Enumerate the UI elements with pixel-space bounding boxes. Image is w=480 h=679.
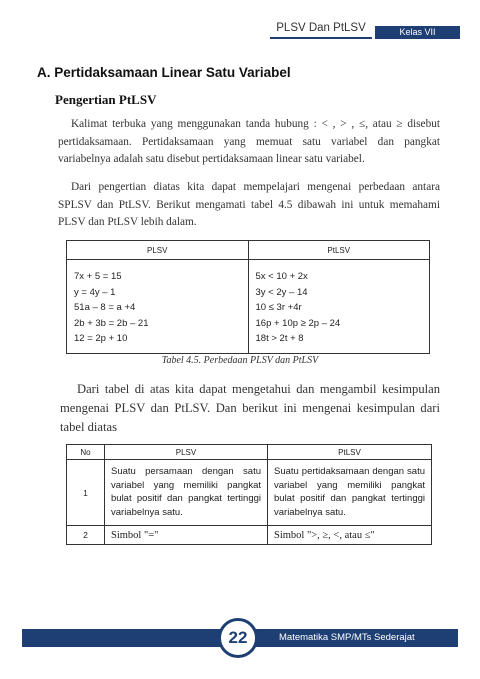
paragraph-1-block [58,116,440,169]
table2-header-ptlsv: PtLSV [268,445,432,460]
table1-ptlsv-item: 3y < 2y – 14 [255,286,308,298]
table1-ptlsv-item: 18t > 2t + 8 [255,333,304,344]
table1-header-ptlsv: PtLSV [248,241,430,260]
table1-ptlsv-item: 16p + 10p ≥ 2p – 24 [255,317,341,329]
table1-header-plsv: PLSV [67,241,249,260]
comparison-table [66,240,430,354]
table1-plsv-item: 2b + 3b = 2b – 21 [74,317,149,329]
paragraph-3-block [60,380,440,437]
paragraph-1: Kalimat terbuka yang menggunakan tanda hubung : < , > , ≤, atau ≥ disebut pertidaksamaan. Pertidaksamaan yang memuat satu variabel dan pangkat variabelnya adalah satu disebut pertidaksamaan linear satu variabel. [58,118,440,165]
table1-plsv-cell [67,260,249,354]
table1-plsv-item: 12 = 2p + 10 [74,333,128,344]
ptlsv-symbol: Simbol ">, ≥, <, atau ≤" [268,526,432,545]
header-tab: Kelas VII [375,26,460,39]
subtitle: Pengertian PtLSV [55,92,157,107]
header-underline [270,37,372,39]
table1-plsv-item: 7x + 5 = 15 [74,271,122,282]
table2-header-plsv: PLSV [105,445,268,460]
table-row [67,460,432,526]
row-number: 1 [67,460,105,526]
table1-ptlsv-cell [248,260,430,354]
header-title: PLSV Dan PtLSV [276,22,366,34]
conclusion-table [66,444,432,545]
table-row [67,526,432,545]
table1-ptlsv-item: 5x < 10 + 2x [255,271,308,282]
ptlsv-definition: Suatu pertidaksamaan dengan satu variabel yang memiliki pangkat bulat positif dan pangkat tertinggi variabelnya satu. [268,460,432,526]
plsv-definition: Suatu persamaan dengan satu variabel yang memiliki pangkat bulat positif dan pangkat tertinggi variabelnya satu. [105,460,268,526]
table1-ptlsv-item: 10 ≤ 3r +4r [255,302,302,313]
section-title: A. Pertidaksamaan Linear Satu Variabel [37,65,291,80]
table1-plsv-item: 51a – 8 = a +4 [74,302,136,313]
table2-header-no: No [67,445,105,460]
paragraph-2-block [58,179,440,232]
page-number: 22 [218,618,258,658]
footer-text: Matematika SMP/MTs Sederajat [279,632,415,643]
table-caption: Tabel 4.5. Perbedaan PLSV dan PtLSV [161,355,319,366]
plsv-symbol: Simbol "=" [105,526,268,545]
row-number: 2 [67,526,105,545]
paragraph-2: Dari pengertian diatas kita dapat mempelajari mengenai perbedaan antara SPLSV dan PtLSV. Berikut mengamati tabel 4.5 dibawah ini untuk memahami PLSV dan PtLSV lebih dalam. [58,181,440,228]
table1-plsv-item: y = 4y – 1 [74,286,116,298]
paragraph-3: Dari tabel di atas kita dapat mengetahui dan mengambil kesimpulan mengenai PLSV dan PtLSV. Dan berikut ini mengenai kesimpulan dari tabel diatas [60,382,440,434]
